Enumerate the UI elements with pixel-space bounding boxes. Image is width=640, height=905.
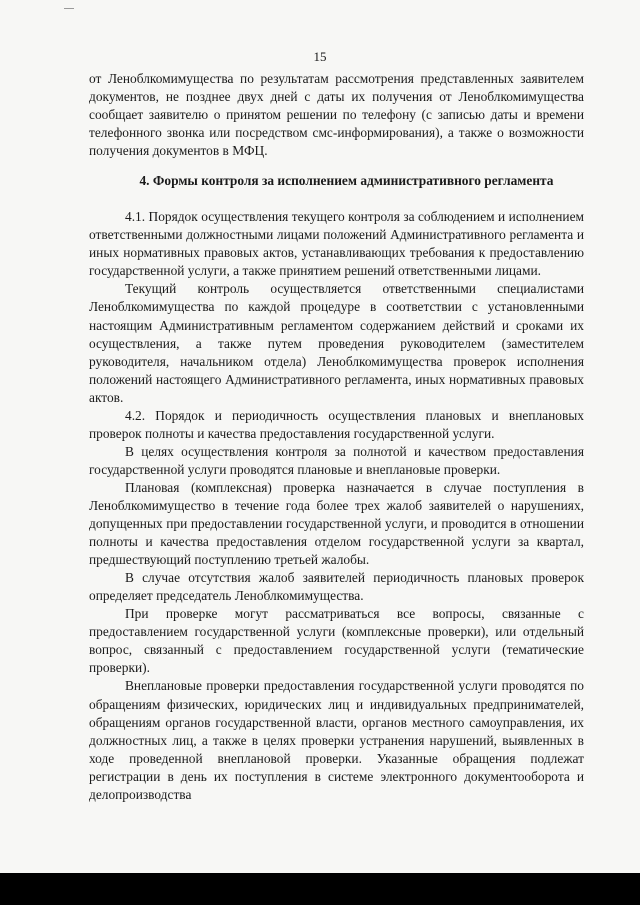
paragraph-current-control: Текущий контроль осуществляется ответственными специалистами Леноблкомимущества по каждой процедуре в соответствии с установленными настоящим Административным регламентом содержанием действий и сроками их осуществления, а также путем проведения руководителем (заместителем руководителя, начальником отдела) Леноблкомимущества проверок исполнения положений настоящего Административного регламента, иных нормативных правовых актов. [89,281,584,405]
page-number: 15 [313,49,327,64]
section-title: 4. Формы контроля за исполнением административного регламента [139,173,554,189]
paragraph-control-purpose: В целях осуществления контроля за полнотой и качеством предоставления государственной услуги проводятся плановые и внеплановые проверки. [89,443,584,477]
paragraph-no-complaints: В случае отсутствия жалоб заявителей периодичность плановых проверок определяет председатель Леноблкомимущества. [89,570,584,604]
scan-bottom-border [0,873,640,905]
document-body [89,70,584,804]
scan-corner-mark [64,8,74,9]
paragraph-4-1: 4.1. Порядок осуществления текущего контроля за соблюдением и исполнением ответственными должностными лицами положений Административного регламента и иных нормативных правовых актов, устанавливающих требования к предоставлению государственной услуги, а также принятием решений ответственными лицами. [89,209,584,279]
paragraph-4-2: 4.2. Порядок и периодичность осуществления плановых и внеплановых проверок полноты и качества предоставления государственной услуги. [89,407,584,441]
paragraph-check-scope: При проверке могут рассматриваться все вопросы, связанные с предоставлением государственной услуги (комплексные проверки), или отдельный вопрос, связанный с предоставлением государственной услуги (тематические проверки). [89,606,584,676]
intro-paragraph: от Леноблкомимущества по результатам рассмотрения представленных заявителем документов, не позднее двух дней с даты их получения от Леноблкомимущества сообщает заявителю о принятом решении по телефону (с записью даты и времени телефонного звонка или посредством смс-информирования), а также о возможности получения документов в МФЦ. [89,71,584,159]
paragraph-unplanned-check: Внеплановые проверки предоставления государственной услуги проводятся по обращениям физических, юридических лиц и индивидуальных предпринимателей, обращениям органов государственной власти, органов местного самоуправления, их должностных лиц, а также в целях проверки устранения нарушений, выявленных в ходе проведенной внеплановой проверки. Указанные обращения подлежат регистрации в день их поступления в системе электронного документооборота и делопроизводства [89,678,584,802]
paragraph-planned-check: Плановая (комплексная) проверка назначается в случае поступления в Леноблкомимущество в течение года более трех жалоб заявителей о нарушениях, допущенных при предоставлении государственной услуги, и проводится в отношении полноты и качества предоставления отделом государственной услуги за квартал, предшествующий поступлению третьей жалобы. [89,479,584,568]
